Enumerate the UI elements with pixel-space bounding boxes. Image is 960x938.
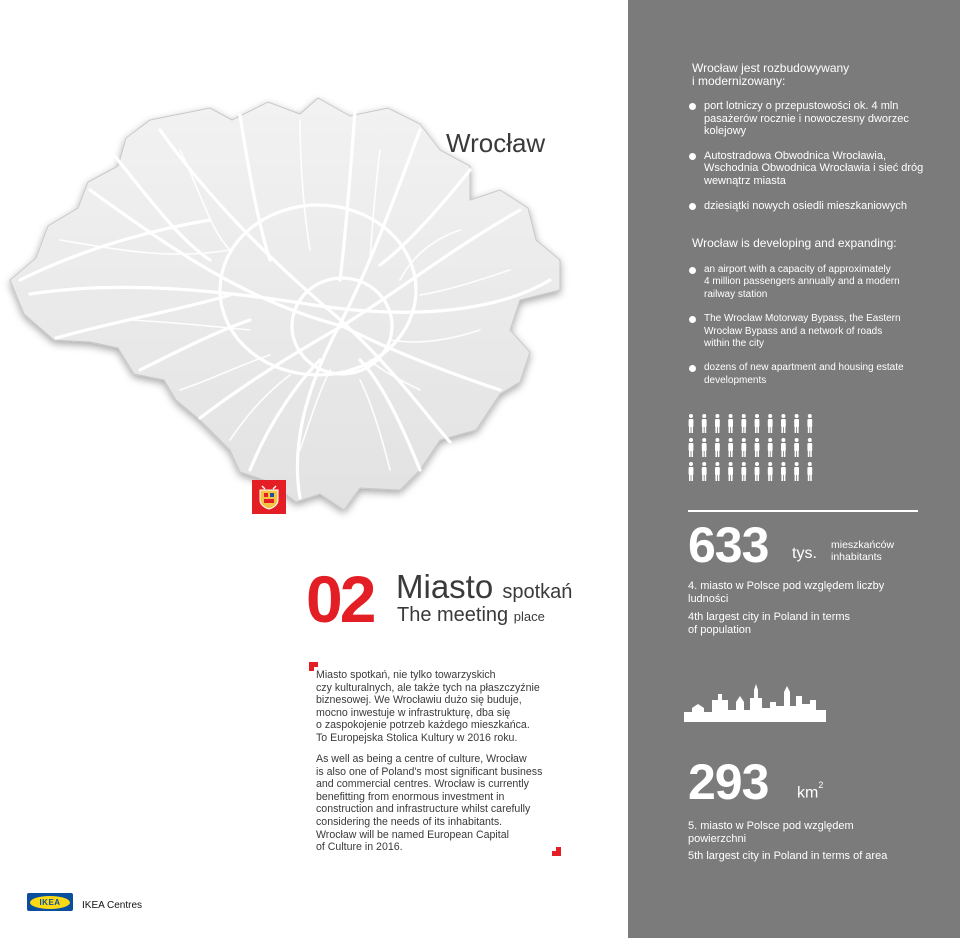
- facts-sidebar: [628, 0, 960, 938]
- ikea-logo-text: IKEA: [39, 897, 61, 907]
- chapter-number: 02: [306, 562, 374, 636]
- person-figure: [794, 462, 799, 481]
- divider-line: [688, 510, 918, 512]
- person-figure: [794, 438, 799, 457]
- person-figure: [768, 438, 773, 457]
- person-figure: [807, 414, 812, 433]
- person-figure: [741, 414, 746, 433]
- area-unit-base: km: [797, 784, 819, 802]
- person-figure: [702, 438, 707, 457]
- footer-brand: IKEA Centres: [82, 900, 143, 911]
- quote-corner-bottom-right: [552, 847, 561, 856]
- bullet-item-en: an airport with a capacity of approximately 4 million passengers annually and a modern railway station: [688, 264, 958, 301]
- map-title: Wrocław: [446, 128, 546, 158]
- heading-en: Wrocław is developing and expanding:: [692, 236, 897, 250]
- population-label: mieszkańców inhabitants: [831, 539, 895, 563]
- population-unit: tys.: [792, 545, 817, 562]
- person-figure: [755, 462, 760, 481]
- area-value: 293: [688, 754, 769, 810]
- person-figure: [781, 462, 786, 481]
- person-figure: [728, 438, 733, 457]
- person-figure: [741, 438, 746, 457]
- person-figure: [781, 438, 786, 457]
- person-figure: [728, 414, 733, 433]
- person-figure: [768, 414, 773, 433]
- city-outline: [10, 98, 560, 510]
- city-crest-icon: [252, 480, 286, 514]
- body-text-en: As well as being a centre of culture, Wrocław is also one of Poland's most significant business and commercial centres. Wrocław is currently benefitting from enormous investment in construction and infrastructure whilst carefully considering the needs of its inhabitants. Wrocław will be named European Capital of Culture in 2016.: [316, 753, 543, 854]
- chapter-title-pl: [396, 570, 572, 603]
- bullet-item-pl: Autostradowa Obwodnica Wrocławia, Wschodnia Obwodnica Wrocławia i sieć dróg wewnątrz miasta: [688, 150, 958, 188]
- chapter-title-en: [397, 605, 545, 625]
- area-unit-superscript: 2: [818, 780, 824, 790]
- chapter-title-pl-main: Miasto: [396, 568, 494, 605]
- person-figure: [807, 438, 812, 457]
- bullet-list-en: [688, 264, 958, 399]
- population-rank-en: 4th largest city in Poland in terms of population: [688, 611, 851, 636]
- ikea-logo-oval: [30, 896, 70, 909]
- person-figure: [781, 414, 786, 433]
- bullet-item-en: The Wrocław Motorway Bypass, the Eastern Wrocław Bypass and a network of roads within the city: [688, 313, 958, 350]
- person-figure: [702, 462, 707, 481]
- person-figure: [702, 414, 707, 433]
- bullet-item-pl: port lotniczy o przepustowości ok. 4 mln pasażerów rocznie i nowoczesny dworzec kolejowy: [688, 100, 958, 138]
- area-rank-pl: 5. miasto w Polsce pod względem powierzchni: [688, 820, 854, 845]
- chapter-title-pl-sub: spotkań: [502, 581, 573, 603]
- bullet-list-pl: [688, 100, 958, 224]
- person-figure: [715, 414, 720, 433]
- person-figure: [794, 414, 799, 433]
- person-figure: [807, 462, 812, 481]
- person-figure: [728, 462, 733, 481]
- person-figure: [689, 438, 694, 457]
- person-figure: [689, 414, 694, 433]
- area-rank-en: 5th largest city in Poland in terms of area: [688, 850, 888, 862]
- person-figure: [715, 462, 720, 481]
- person-figure: [755, 414, 760, 433]
- area-unit: [797, 780, 824, 802]
- bullet-item-pl: dziesiątki nowych osiedli mieszkaniowych: [688, 200, 958, 213]
- population-rank-pl: 4. miasto w Polsce pod względem liczby ludności: [688, 580, 885, 605]
- people-icon: [688, 412, 820, 484]
- ikea-logo: [27, 893, 73, 911]
- chapter-title-en-main: The meeting: [397, 604, 509, 626]
- person-figure: [689, 462, 694, 481]
- body-text-pl: Miasto spotkań, nie tylko towarzyskich czy kulturalnych, ale także tych na płaszczyźnie biznesowej. We Wrocławiu dużo się buduje, mocno inwestuje w infrastrukturę, dba się o zaspokojenie potrzeb każdego mieszkańca. To Europejska Stolica Kultury w 2016 roku.: [316, 669, 540, 744]
- person-figure: [741, 462, 746, 481]
- heading-pl: Wrocław jest rozbudowywany i modernizowany:: [692, 61, 850, 88]
- person-figure: [768, 462, 773, 481]
- bullet-item-en: dozens of new apartment and housing estate developments: [688, 362, 958, 387]
- person-figure: [715, 438, 720, 457]
- chapter-title-en-sub: place: [513, 609, 545, 624]
- person-figure: [755, 438, 760, 457]
- city-skyline-icon: [684, 682, 826, 722]
- population-value: 633: [688, 517, 769, 573]
